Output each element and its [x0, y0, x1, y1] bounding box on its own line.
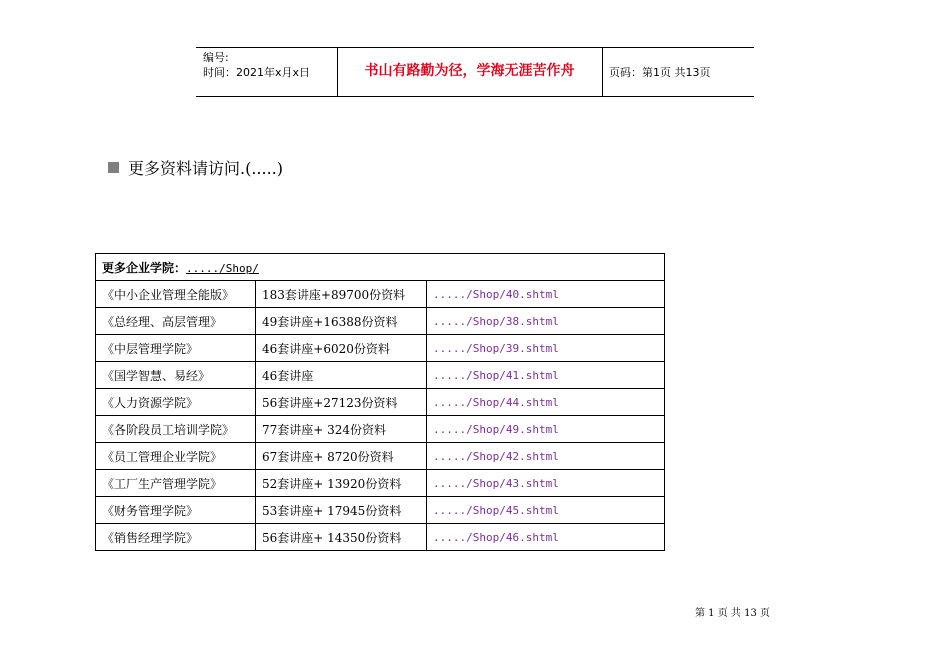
course-name: 《中小企业管理全能版》	[96, 281, 256, 308]
table-row	[96, 389, 665, 416]
table-row	[96, 416, 665, 443]
course-link[interactable]: ...../Shop/42.shtml	[427, 443, 665, 470]
table-row	[96, 281, 665, 308]
table-row	[96, 443, 665, 470]
course-link[interactable]: ...../Shop/49.shtml	[427, 416, 665, 443]
course-name: 《财务管理学院》	[96, 497, 256, 524]
course-link[interactable]: ...../Shop/43.shtml	[427, 470, 665, 497]
document-number-label: 编号:	[203, 51, 229, 64]
course-link[interactable]: ...../Shop/41.shtml	[427, 362, 665, 389]
bullet-line	[108, 155, 283, 179]
header-page-code: 页码：第1页 共13页	[609, 66, 711, 79]
table-row	[96, 362, 665, 389]
course-info: 46套讲座	[256, 362, 427, 389]
course-link[interactable]: ...../Shop/39.shtml	[427, 335, 665, 362]
header-meta	[203, 50, 310, 80]
course-name: 《总经理、高层管理》	[96, 308, 256, 335]
table-title-row	[96, 254, 665, 281]
header-bottom-rule	[196, 96, 754, 97]
table-row	[96, 308, 665, 335]
table-row	[96, 470, 665, 497]
course-name: 《各阶段员工培训学院》	[96, 416, 256, 443]
course-info: 46套讲座+6020份资料	[256, 335, 427, 362]
table-row	[96, 335, 665, 362]
resource-table	[95, 253, 665, 551]
course-link[interactable]: ...../Shop/38.shtml	[427, 308, 665, 335]
square-bullet-icon	[108, 162, 119, 173]
course-name: 《人力资源学院》	[96, 389, 256, 416]
course-link[interactable]: ...../Shop/45.shtml	[427, 497, 665, 524]
header-divider	[602, 47, 603, 96]
course-name: 《工厂生产管理学院》	[96, 470, 256, 497]
bullet-text: 更多资料请访问.(.....)	[128, 158, 284, 178]
course-link[interactable]: ...../Shop/40.shtml	[427, 281, 665, 308]
document-time-label: 时间：2021年x月x日	[203, 66, 311, 79]
course-info: 52套讲座+ 13920份资料	[256, 470, 427, 497]
course-info: 67套讲座+ 8720份资料	[256, 443, 427, 470]
course-info: 183套讲座+89700份资料	[256, 281, 427, 308]
table-row	[96, 497, 665, 524]
table-title-cell	[96, 254, 665, 281]
page-footer: 第 1 页 共 13 页	[695, 608, 770, 619]
course-info: 49套讲座+16388份资料	[256, 308, 427, 335]
course-name: 《销售经理学院》	[96, 524, 256, 551]
header-motto: 书山有路勤为径，学海无涯苦作舟	[364, 63, 575, 79]
table-title-label: 更多企业学院：	[102, 260, 187, 275]
course-link[interactable]: ...../Shop/44.shtml	[427, 389, 665, 416]
course-link[interactable]: ...../Shop/46.shtml	[427, 524, 665, 551]
shop-link[interactable]: ...../Shop/	[186, 261, 259, 275]
course-info: 56套讲座+27123份资料	[256, 389, 427, 416]
course-info: 56套讲座+ 14350份资料	[256, 524, 427, 551]
table-row	[96, 524, 665, 551]
course-info: 53套讲座+ 17945份资料	[256, 497, 427, 524]
course-info: 77套讲座+ 324份资料	[256, 416, 427, 443]
course-name: 《员工管理企业学院》	[96, 443, 256, 470]
course-name: 《国学智慧、易经》	[96, 362, 256, 389]
course-name: 《中层管理学院》	[96, 335, 256, 362]
header-top-rule	[196, 47, 754, 48]
